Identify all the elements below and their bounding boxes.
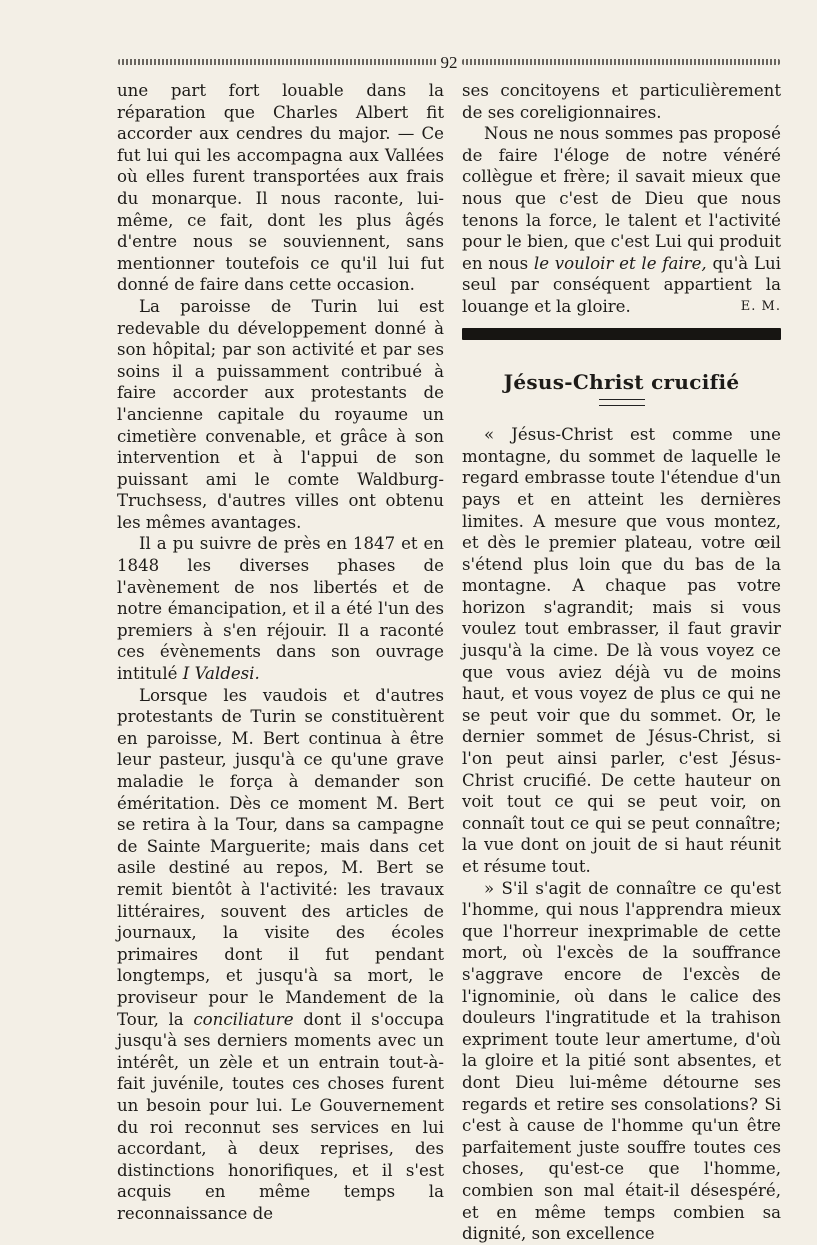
section-title: Jésus-Christ crucifié (503, 369, 740, 394)
paragraph: « Jésus-Christ est comme une montagne, du sommet de laquelle le regard embrasse toute l'étendue d'un pays et en atteint les dernières limites. A mesure que vous montez, et dès le premier plateau, votre œil s'étend plus loin que du bas de la montagne. A chaque pas votre horizon s'agrandit; mais si vous voulez tout embrasser, il faut gravir jusqu'à la cime. De là vous voyez ce que vous aviez déjà vu de moins haut, et vous voyez de plus ce qui ne se peut voir que du sommet. Or, le dernier sommet de Jésus-Christ, si l'on peut ainsi parler, c'est Jésus-Christ crucifié. De cette hauteur on voit tout ce qui se peut voir, on connaît tout ce qui se peut connaître; la vue dont on jouit de si haut réunit et résume tout. (462, 425, 781, 876)
paragraph (117, 533, 444, 684)
paragraph: La paroisse de Turin lui est redevable du développement donné à son hôpital; par son activité et par ses soins il a puissamment contribué à faire accorder aux protestants de l'ancienne capitale du royaume un cimetière convenable, et grâce à son intervention et à l'appui de son puissant ami le comte Waldburg-Truchsess, d'autres villes ont obtenu les mêmes avantages. (117, 296, 444, 532)
paragraph (462, 123, 781, 317)
paragraph: ses concitoyens et particulièrement de ses coreligionnaires. (462, 81, 781, 122)
paragraph-text: dont il s'occupa jusqu'à ses derniers moments avec un intérêt, un zèle et un entrain tout-à-fait juvénile, toutes ces choses furent un besoin pour lui. Le Gouvernement du roi reconnut ses services en lui accordant, à deux reprises, des distinctions honorifiques, et il s'est acquis en même temps la reconnaissance de (117, 1009, 444, 1223)
page-header (118, 52, 780, 72)
italic-term: conciliature (193, 1009, 294, 1029)
paragraph-text: Nous ne nous sommes pas proposé de faire l'éloge de notre vénéré collègue et frère; il savait mieux que nous que c'est de Dieu que nous tenons la force, le talent et l'activité pour le bien, que c'est Lui qui produit en nous (462, 124, 781, 273)
right-column (462, 80, 781, 1245)
header-ornament-left (118, 59, 437, 65)
italic-quote: le vouloir et le faire, (533, 253, 707, 273)
page-number: 92 (440, 52, 458, 72)
left-column (117, 80, 444, 1224)
header-ornament-right (462, 59, 781, 65)
paragraph-text: Il a pu suivre de près en 1847 et en 1848 les diverses phases de l'avènement de nos libertés et de notre émancipation, et il a été l'un des premiers à s'en réjouir. Il a raconté ces évènements dans son ouvrage intitulé (117, 534, 444, 684)
section-divider (462, 328, 781, 340)
paragraph (117, 685, 444, 1225)
signature: E. M. (740, 298, 781, 314)
paragraph: une part fort louable dans la réparation que Charles Albert fit accorder aux cendres du major. — Ce fut lui qui les accompagna aux Vallées où elles furent transportées aux frais du monarque. Il nous raconte, lui-même, ce fait, dont les plus âgés d'entre nous se souviennent, sans mentionner toutefois ce qu'il lui fut donné de faire dans cette occasion. (117, 81, 444, 295)
title-underline-ornament (599, 399, 645, 406)
book-title: I Valdesi. (182, 664, 260, 684)
paragraph-text: qu'à Lui seul par conséquent appartient la louange et la gloire. (462, 253, 781, 316)
paragraph: » S'il s'agit de connaître ce qu'est l'homme, qui nous l'apprendra mieux que l'horreur inexprimable de cette mort, où l'excès de la souffrance s'aggrave encore de l'excès de l'ignominie, où dans le calice des douleurs l'ingratitude et la trahison expriment toute leur amertume, d'où la gloire et la pitié sont absentes, et dont Dieu lui-même détourne ses regards et retire ses consolations? Si c'est à cause de l'homme qu'un être parfaitement juste souffre toutes ces choses, qu'est-ce que l'homme, combien son mal était-il désespéré, et en même temps combien sa dignité, son excellence (462, 878, 781, 1244)
paragraph-text: Lorsque les vaudois et d'autres protestants de Turin se constituèrent en paroisse, M. Bert continua à être leur pasteur, jusqu'à ce qu'une grave maladie le força à demander son éméritation. Dès ce moment M. Bert se retira à la Tour, dans sa campagne de Sainte Marguerite; mais dans cet asile destiné au repos, M. Bert se remit bientôt à l'activité: les travaux littéraires, souvent des articles de journaux, la visite des écoles primaires dont il fut pendant longtemps, et jusqu'à sa mort, le proviseur pour le Mandement de la Tour, la (117, 685, 444, 1029)
